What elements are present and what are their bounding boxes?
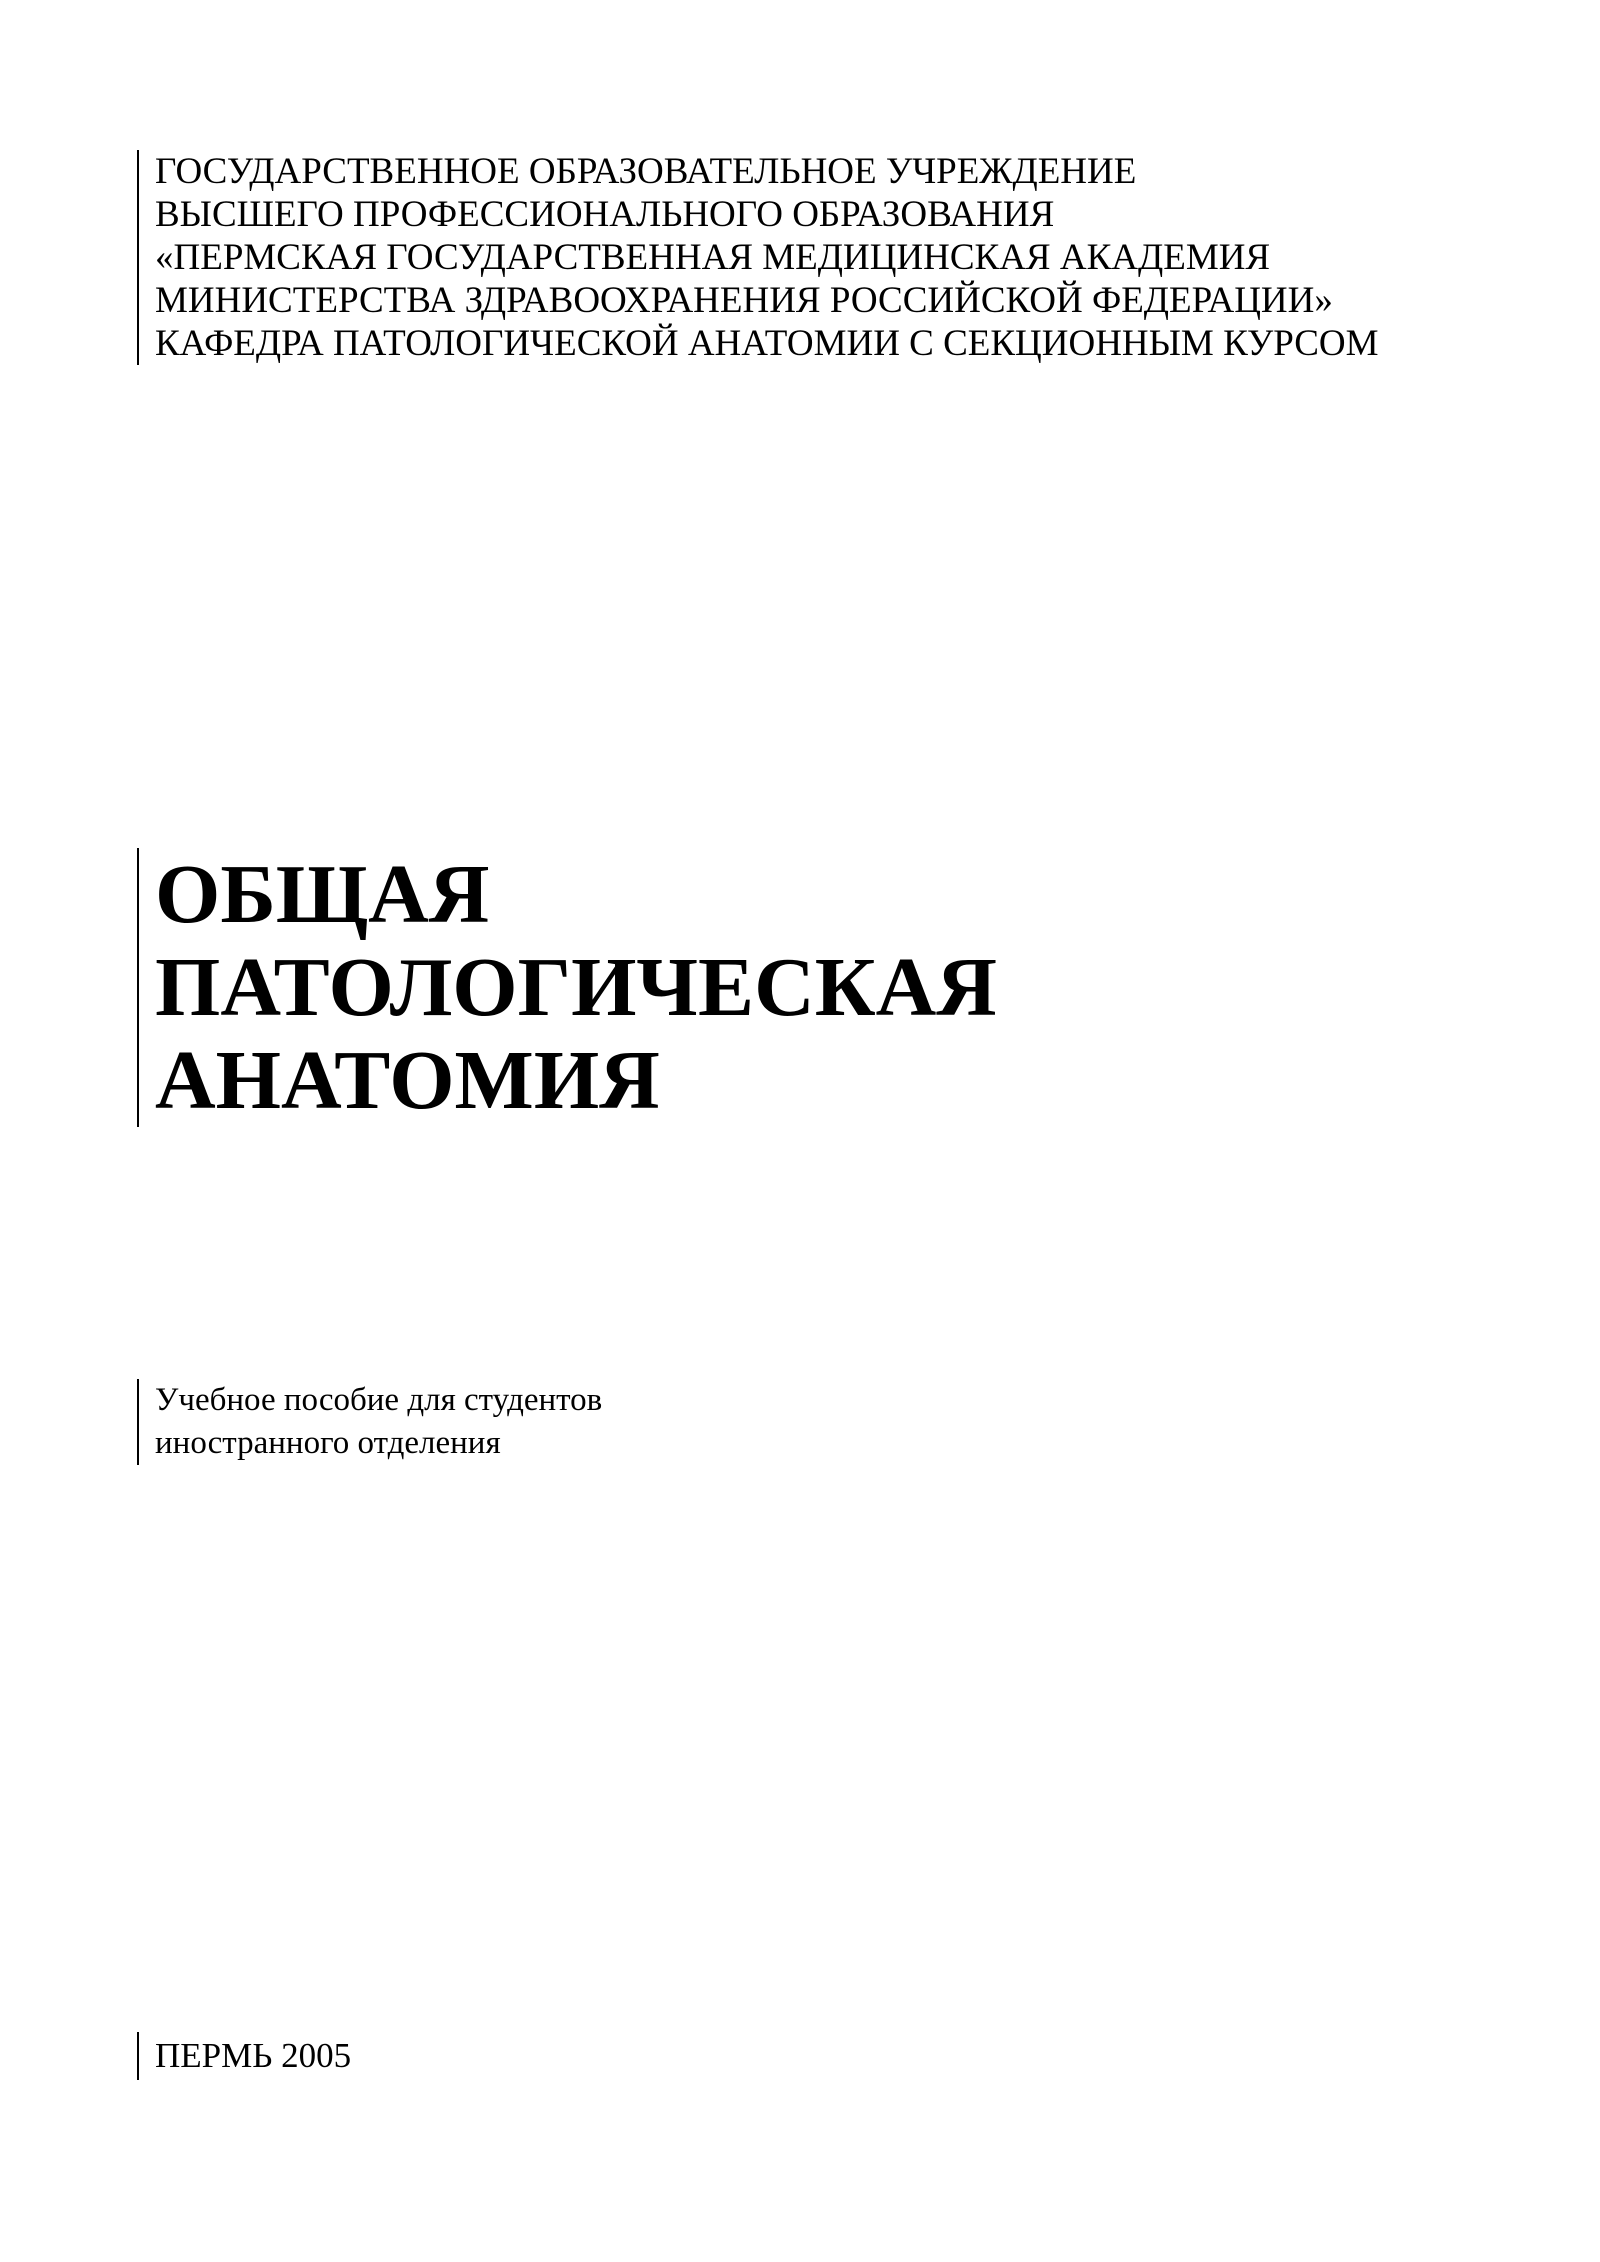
place-year bbox=[137, 2032, 351, 2080]
institution-header bbox=[137, 150, 1455, 365]
subtitle-line: иностранного отделения bbox=[155, 1425, 501, 1461]
header-line: ГОСУДАРСТВЕННОЕ ОБРАЗОВАТЕЛЬНОЕ УЧРЕЖДЕНИЕ bbox=[155, 151, 1137, 192]
header-line: «ПЕРМСКАЯ ГОСУДАРСТВЕННАЯ МЕДИЦИНСКАЯ АКАДЕМИЯ bbox=[155, 237, 1271, 278]
title-line: ОБЩАЯ bbox=[155, 848, 490, 941]
header-line: ВЫСШЕГО ПРОФЕССИОНАЛЬНОГО ОБРАЗОВАНИЯ bbox=[155, 194, 1055, 235]
document-subtitle bbox=[137, 1379, 602, 1465]
title-line: АНАТОМИЯ bbox=[155, 1034, 660, 1127]
header-line: МИНИСТЕРСТВА ЗДРАВООХРАНЕНИЯ РОССИЙСКОЙ ФЕДЕРАЦИИ» bbox=[155, 280, 1333, 321]
place-year-text: ПЕРМЬ 2005 bbox=[155, 2036, 352, 2075]
title-line: ПАТОЛОГИЧЕСКАЯ bbox=[155, 941, 997, 1034]
subtitle-line: Учебное пособие для студентов bbox=[155, 1382, 603, 1418]
header-line: КАФЕДРА ПАТОЛОГИЧЕСКОЙ АНАТОМИИ С СЕКЦИОННЫМ КУРСОМ bbox=[155, 323, 1379, 364]
document-title bbox=[137, 848, 997, 1127]
